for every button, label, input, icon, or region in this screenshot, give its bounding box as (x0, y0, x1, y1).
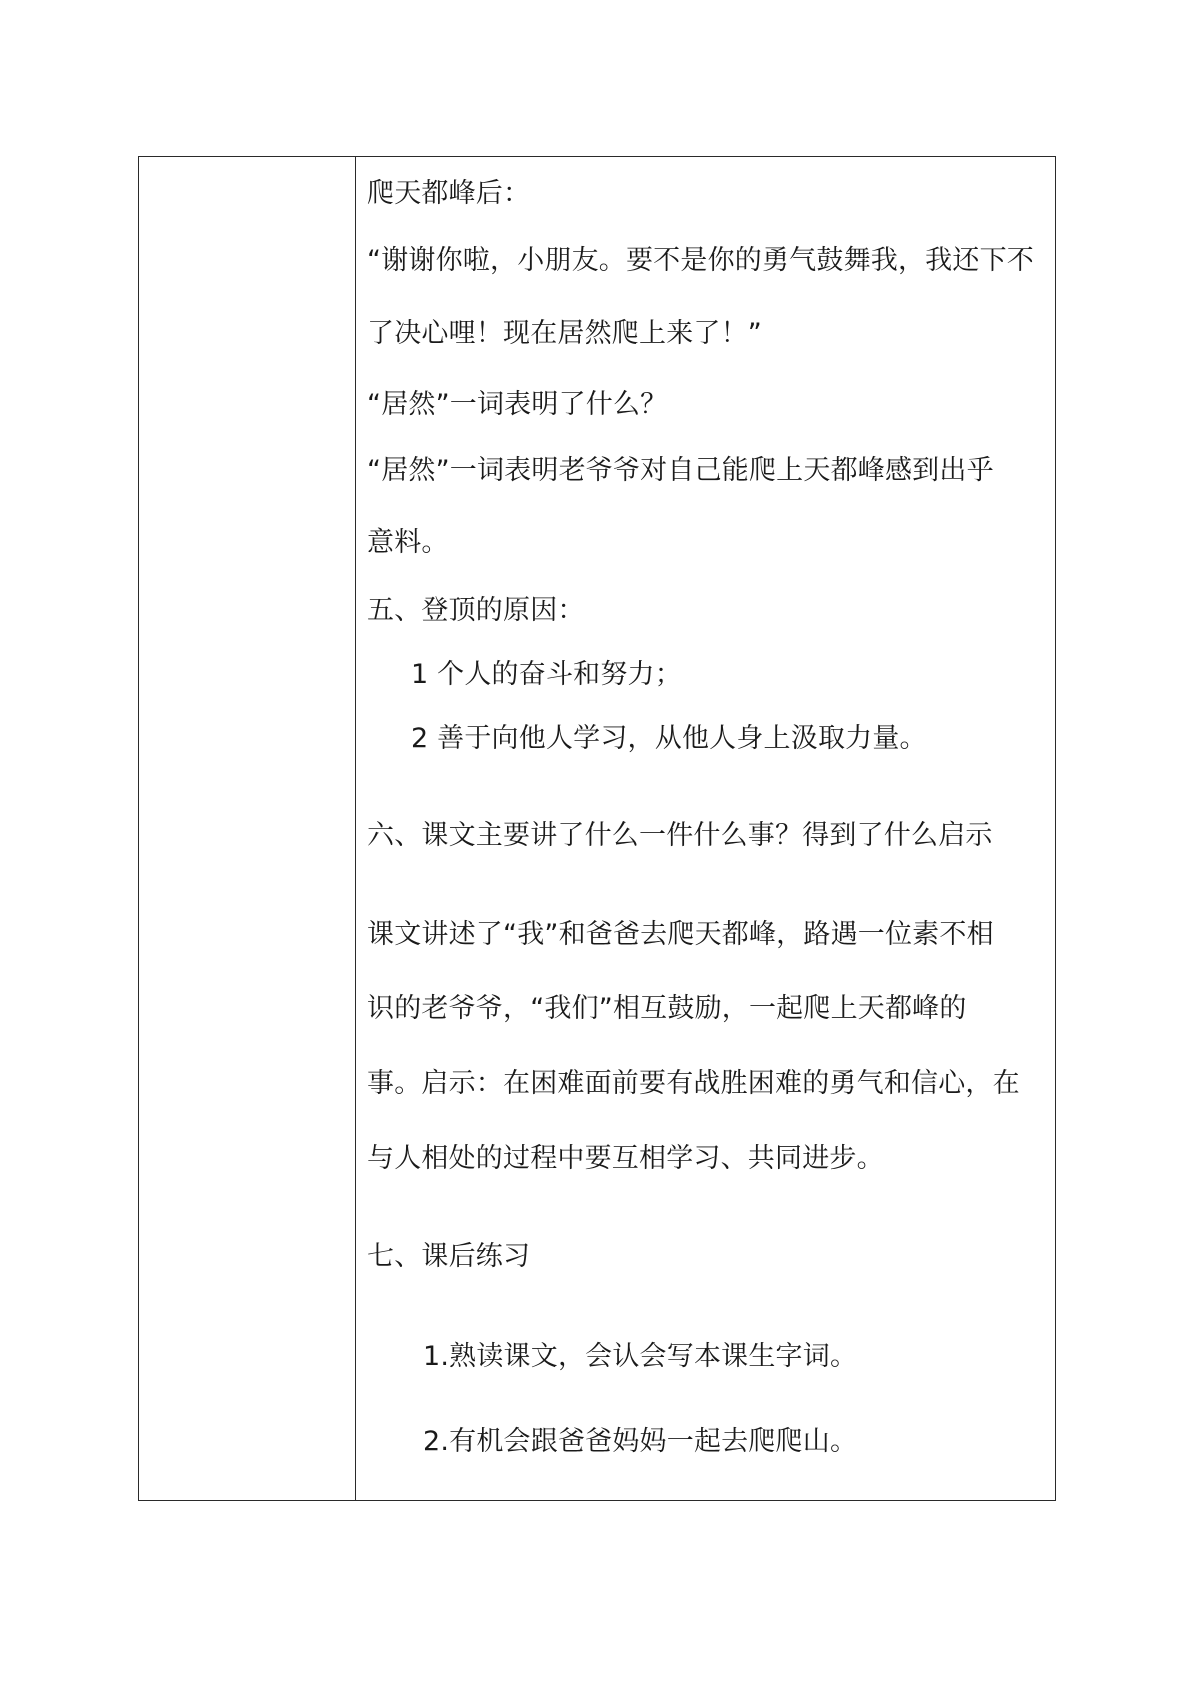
section-heading: 六、课文主要讲了什么一件什么事？得到了什么启示 (367, 820, 993, 851)
text-line: 了决心哩！现在居然爬上来了！” (367, 318, 762, 349)
list-item: 2 善于向他人学习，从他人身上汲取力量。 (411, 723, 927, 754)
text-line: “谢谢你啦，小朋友。要不是你的勇气鼓舞我，我还下不 (367, 245, 1034, 276)
lesson-table (138, 156, 1056, 1501)
summary-line: 与人相处的过程中要互相学习、共同进步。 (367, 1143, 884, 1174)
summary-line: 课文讲述了“我”和爸爸去爬天都峰，路遇一位素不相 (367, 919, 994, 950)
text-line: 爬天都峰后： (367, 178, 531, 209)
question-line: “居然”一词表明了什么？ (367, 389, 668, 420)
answer-line: 意料。 (367, 527, 449, 558)
summary-line: 识的老爷爷，“我们”相互鼓励，一起爬上天都峰的 (367, 993, 967, 1024)
section-heading: 七、课后练习 (367, 1241, 531, 1272)
section-heading: 五、登顶的原因： (367, 595, 585, 626)
answer-line: “居然”一词表明老爷爷对自己能爬上天都峰感到出乎 (367, 455, 994, 486)
column-divider (355, 157, 356, 1500)
list-item: 1 个人的奋斗和努力； (411, 659, 682, 690)
exercise-item: 1.熟读课文，会认会写本课生字词。 (423, 1341, 858, 1372)
exercise-item: 2.有机会跟爸爸妈妈一起去爬爬山。 (423, 1426, 858, 1457)
summary-line: 事。启示：在困难面前要有战胜困难的勇气和信心，在 (367, 1068, 1020, 1099)
